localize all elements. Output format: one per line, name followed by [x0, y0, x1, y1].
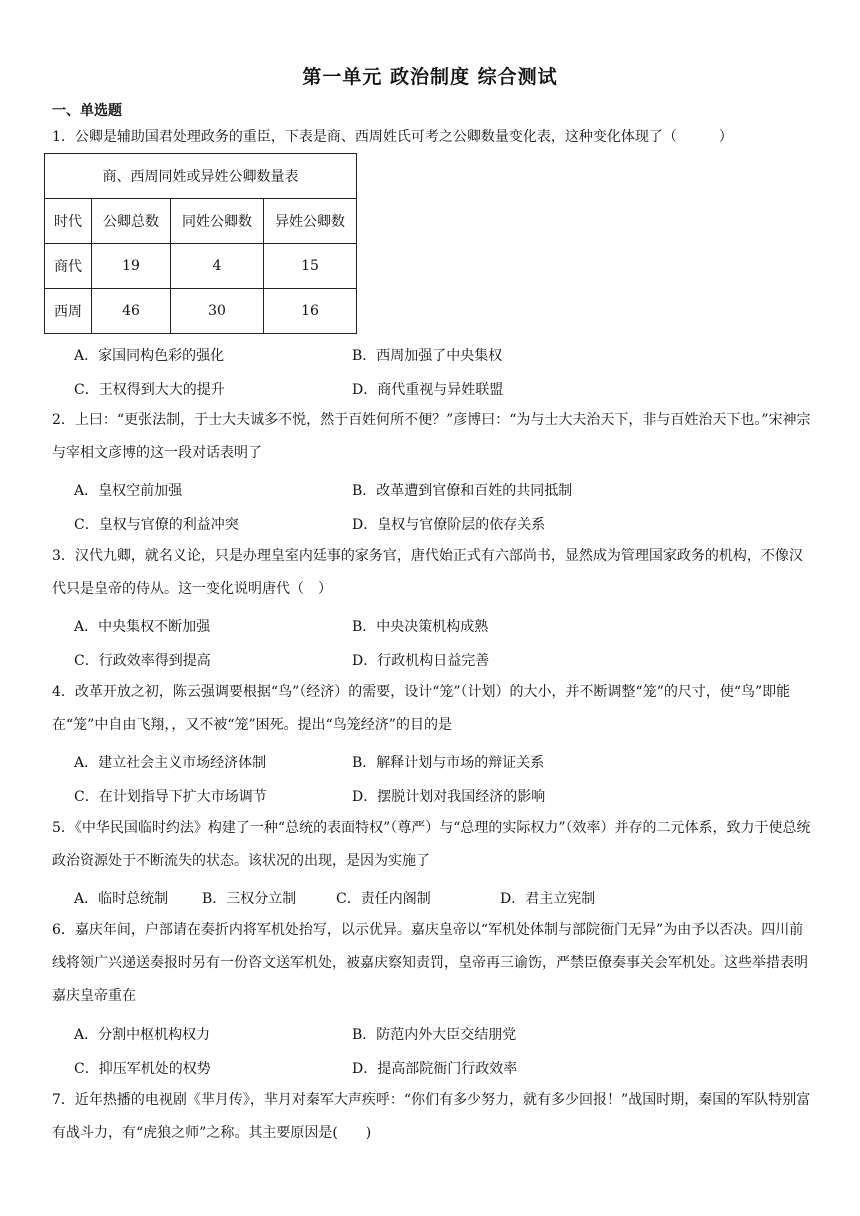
option-c[interactable]: C．行政效率得到提高	[74, 653, 211, 669]
option-d[interactable]: D．提高部院衙门行政效率	[352, 1061, 518, 1077]
option-b[interactable]: B．三权分立制	[202, 891, 297, 907]
option-b[interactable]: B．改革遭到官僚和百姓的共同抵制	[352, 483, 573, 499]
option-b[interactable]: B．西周加强了中央集权	[352, 348, 503, 364]
table-cell: 西周	[45, 289, 92, 334]
option-a[interactable]: A．建立社会主义市场经济体制	[74, 755, 267, 771]
option-d[interactable]: D．摆脱计划对我国经济的影响	[352, 789, 546, 805]
question-1-stem: 1．公卿是辅助国君处理政务的重臣，下表是商、西周姓氏可考之公卿数量变化表，这种变化体现了（ ）	[52, 129, 733, 145]
table-row	[45, 244, 357, 289]
table-cell: 46	[92, 289, 171, 334]
table-header: 同姓公卿数	[171, 199, 264, 244]
table-cell: 30	[171, 289, 264, 334]
table-caption: 商、西周同姓或异姓公卿数量表	[45, 154, 357, 199]
table-header: 公卿总数	[92, 199, 171, 244]
option-d[interactable]: D．行政机构日益完善	[352, 653, 490, 669]
table-cell: 16	[264, 289, 357, 334]
table-row	[45, 289, 357, 334]
table-cell: 19	[92, 244, 171, 289]
option-c[interactable]: C．皇权与官僚的利益冲突	[74, 517, 239, 533]
option-a[interactable]: A．临时总统制	[74, 891, 169, 907]
option-d[interactable]: D．商代重视与异姓联盟	[352, 382, 504, 398]
table-cell: 商代	[45, 244, 92, 289]
table-header: 时代	[45, 199, 92, 244]
table-cell: 15	[264, 244, 357, 289]
option-c[interactable]: C．王权得到大大的提升	[74, 382, 225, 398]
option-a[interactable]: A．分割中枢机构权力	[74, 1027, 211, 1043]
question-6-stem: 6．嘉庆年间，户部请在奏折内将军机处抬写，以示优异。嘉庆皇帝以“军机处体制与部院衙门无异”为由予以否决。四川前线将领广兴递送奏报时另有一份咨文送军机处，被嘉庆察知责罚，皇帝再三谕饬，严禁臣僚奏事关会军机处。这些举措表明嘉庆皇帝重在	[52, 922, 808, 1004]
option-a[interactable]: A．家国同构色彩的强化	[74, 348, 225, 364]
option-c[interactable]: C．抑压军机处的权势	[74, 1061, 211, 1077]
option-a[interactable]: A．中央集权不断加强	[74, 619, 211, 635]
question-1-table	[44, 153, 357, 334]
page-title: 第一单元 政治制度 综合测试	[302, 66, 558, 88]
option-d[interactable]: D．皇权与官僚阶层的依存关系	[352, 517, 546, 533]
section-heading: 一、单选题	[52, 103, 122, 119]
option-b[interactable]: B．解释计划与市场的辩证关系	[352, 755, 545, 771]
question-5-stem: 5．《中华民国临时约法》构建了一种“总统的表面特权”（尊严）与“总理的实际权力”（效率）并存的二元体系，致力于使总统政治资源处于不断流失的状态。该状况的出现，是因为实施了	[52, 820, 811, 869]
table-header: 异姓公卿数	[264, 199, 357, 244]
option-c[interactable]: C．在计划指导下扩大市场调节	[74, 789, 267, 805]
question-7-stem: 7．近年热播的电视剧《芈月传》，芈月对秦军大声疾呼：“你们有多少努力，就有多少回报！”战国时期，秦国的军队特别富有战斗力，有“虎狼之师”之称。其主要原因是( )	[52, 1092, 811, 1141]
option-b[interactable]: B．防范内外大臣交结朋党	[352, 1027, 517, 1043]
question-2-stem: 2．上曰：“更张法制，于士大夫诚多不悦，然于百姓何所不便？”彦博曰：“为与士大夫治天下，非与百姓治天下也。”宋神宗与宰相文彦博的这一段对话表明了	[52, 412, 811, 461]
option-d[interactable]: D．君主立宪制	[500, 891, 596, 907]
question-3-stem: 3．汉代九卿，就名义论，只是办理皇室内廷事的家务官，唐代始正式有六部尚书，显然成为管理国家政务的机构，不像汉代只是皇帝的侍从。这一变化说明唐代（ ）	[52, 548, 803, 597]
table-cell: 4	[171, 244, 264, 289]
question-4-stem: 4．改革开放之初，陈云强调要根据“鸟”（经济）的需要，设计“笼”（计划）的大小，并不断调整“笼”的尺寸，使“鸟”即能在“笼”中自由飞翔，，又不被“笼”困死。提出“鸟笼经济”的目的是	[52, 684, 791, 733]
option-c[interactable]: C．责任内阁制	[336, 891, 431, 907]
option-a[interactable]: A．皇权空前加强	[74, 483, 183, 499]
option-b[interactable]: B．中央决策机构成熟	[352, 619, 489, 635]
